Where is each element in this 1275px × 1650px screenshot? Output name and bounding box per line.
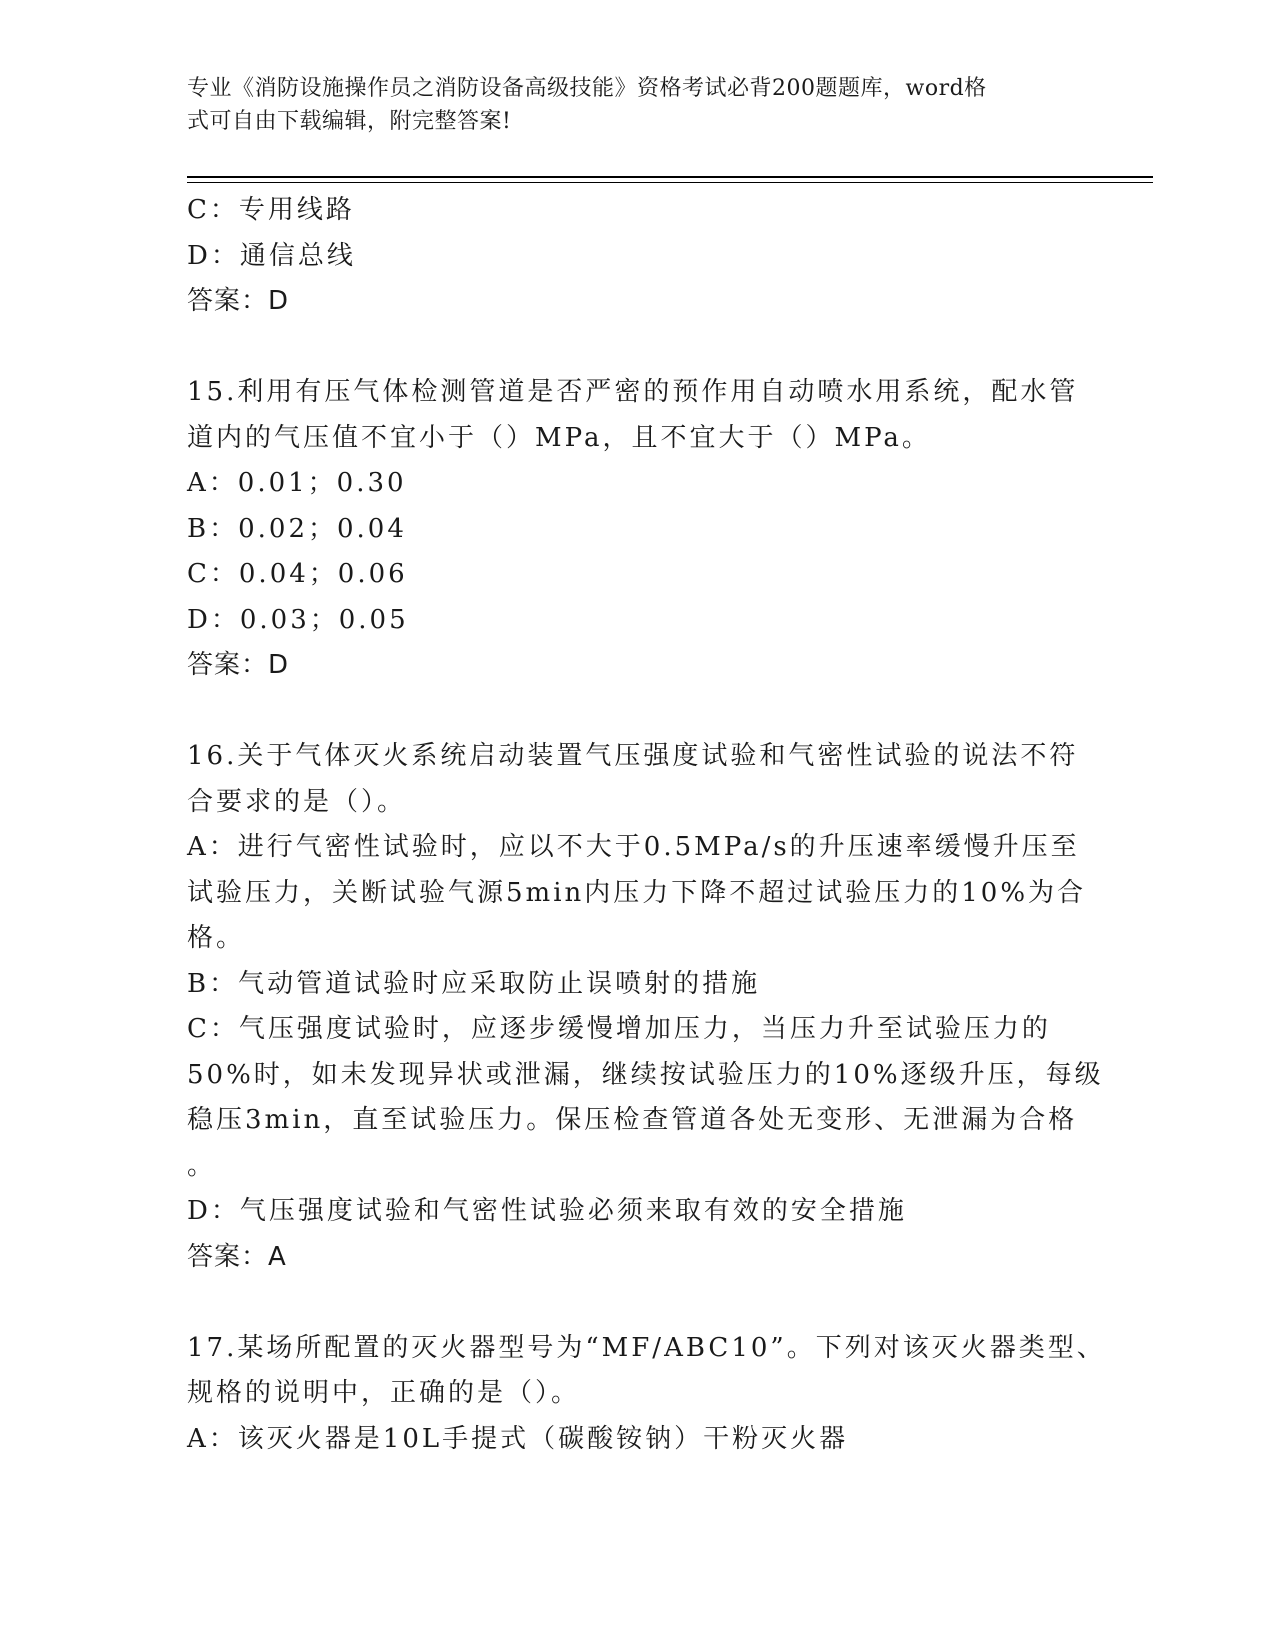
- option-d: D：通信总线: [187, 240, 356, 271]
- option-c-continued: 50%时，如未发现异状或泄漏，继续按试验压力的10%逐级升压，每级: [187, 1059, 1104, 1090]
- option-b: B：0.02；0.04: [187, 513, 407, 544]
- question-text-line: 道内的气压值不宜小于（）MPa，且不宜大于（）MPa。: [187, 422, 931, 453]
- question-text-line: 16.关于气体灭火系统启动装置气压强度试验和气密性试验的说法不符: [187, 741, 1079, 771]
- option-a-continued: 格。: [187, 923, 246, 953]
- header-line-1: 专业《消防设施操作员之消防设备高级技能》资格考试必背200题题库，word格: [187, 76, 987, 101]
- question-text-line: 15.利用有压气体检测管道是否严密的预作用自动喷水用系统，配水管: [187, 377, 1079, 407]
- option-c: C：气压强度试验时，应逐步缓慢增加压力，当压力升至试验压力的: [187, 1014, 1051, 1044]
- option-b: B：气动管道试验时应采取防止误喷射的措施: [187, 968, 761, 999]
- question-text-line: 合要求的是（）。: [187, 786, 407, 817]
- option-a: A：0.01；0.30: [187, 468, 407, 498]
- question-content: [187, 188, 1106, 1462]
- header-rule-thick: [187, 176, 1153, 178]
- option-a: A：该灭火器是10L手提式（碳酸铵钠）干粉灭火器: [187, 1423, 849, 1454]
- option-a: A：进行气密性试验时，应以不大于0.5MPa/s的升压速率缓慢升压至: [187, 832, 1080, 862]
- option-d: D：气压强度试验和气密性试验必须来取有效的安全措施: [187, 1196, 907, 1226]
- option-c-continued: 稳压3min，直至试验压力。保压检查管道各处无变形、无泄漏为合格: [187, 1105, 1078, 1135]
- answer-line: 答案：D: [187, 650, 290, 680]
- question-17: [187, 1326, 1106, 1463]
- option-c: C：0.04；0.06: [187, 559, 408, 589]
- option-d: D：0.03；0.05: [187, 604, 409, 635]
- option-a-continued: 试验压力，关断试验气源5min内压力下降不超过试验压力的10%为合: [187, 877, 1087, 908]
- question-15: [187, 370, 1087, 689]
- question-14-tail: [187, 188, 1087, 325]
- option-c-continued: 。: [187, 1150, 217, 1181]
- page-header: [187, 72, 1067, 138]
- question-text-line: 规格的说明中，正确的是（）。: [187, 1378, 581, 1408]
- answer-line: 答案：A: [187, 1241, 287, 1272]
- question-text-line: 17.某场所配置的灭火器型号为“MF/ABC10”。下列对该灭火器类型、: [187, 1332, 1106, 1363]
- answer-line: 答案：D: [187, 286, 290, 316]
- header-rule-thin: [187, 182, 1153, 183]
- question-16: [187, 734, 1104, 1280]
- option-c: C：专用线路: [187, 195, 355, 225]
- header-line-2: 式可自由下载编辑，附完整答案!: [187, 109, 512, 134]
